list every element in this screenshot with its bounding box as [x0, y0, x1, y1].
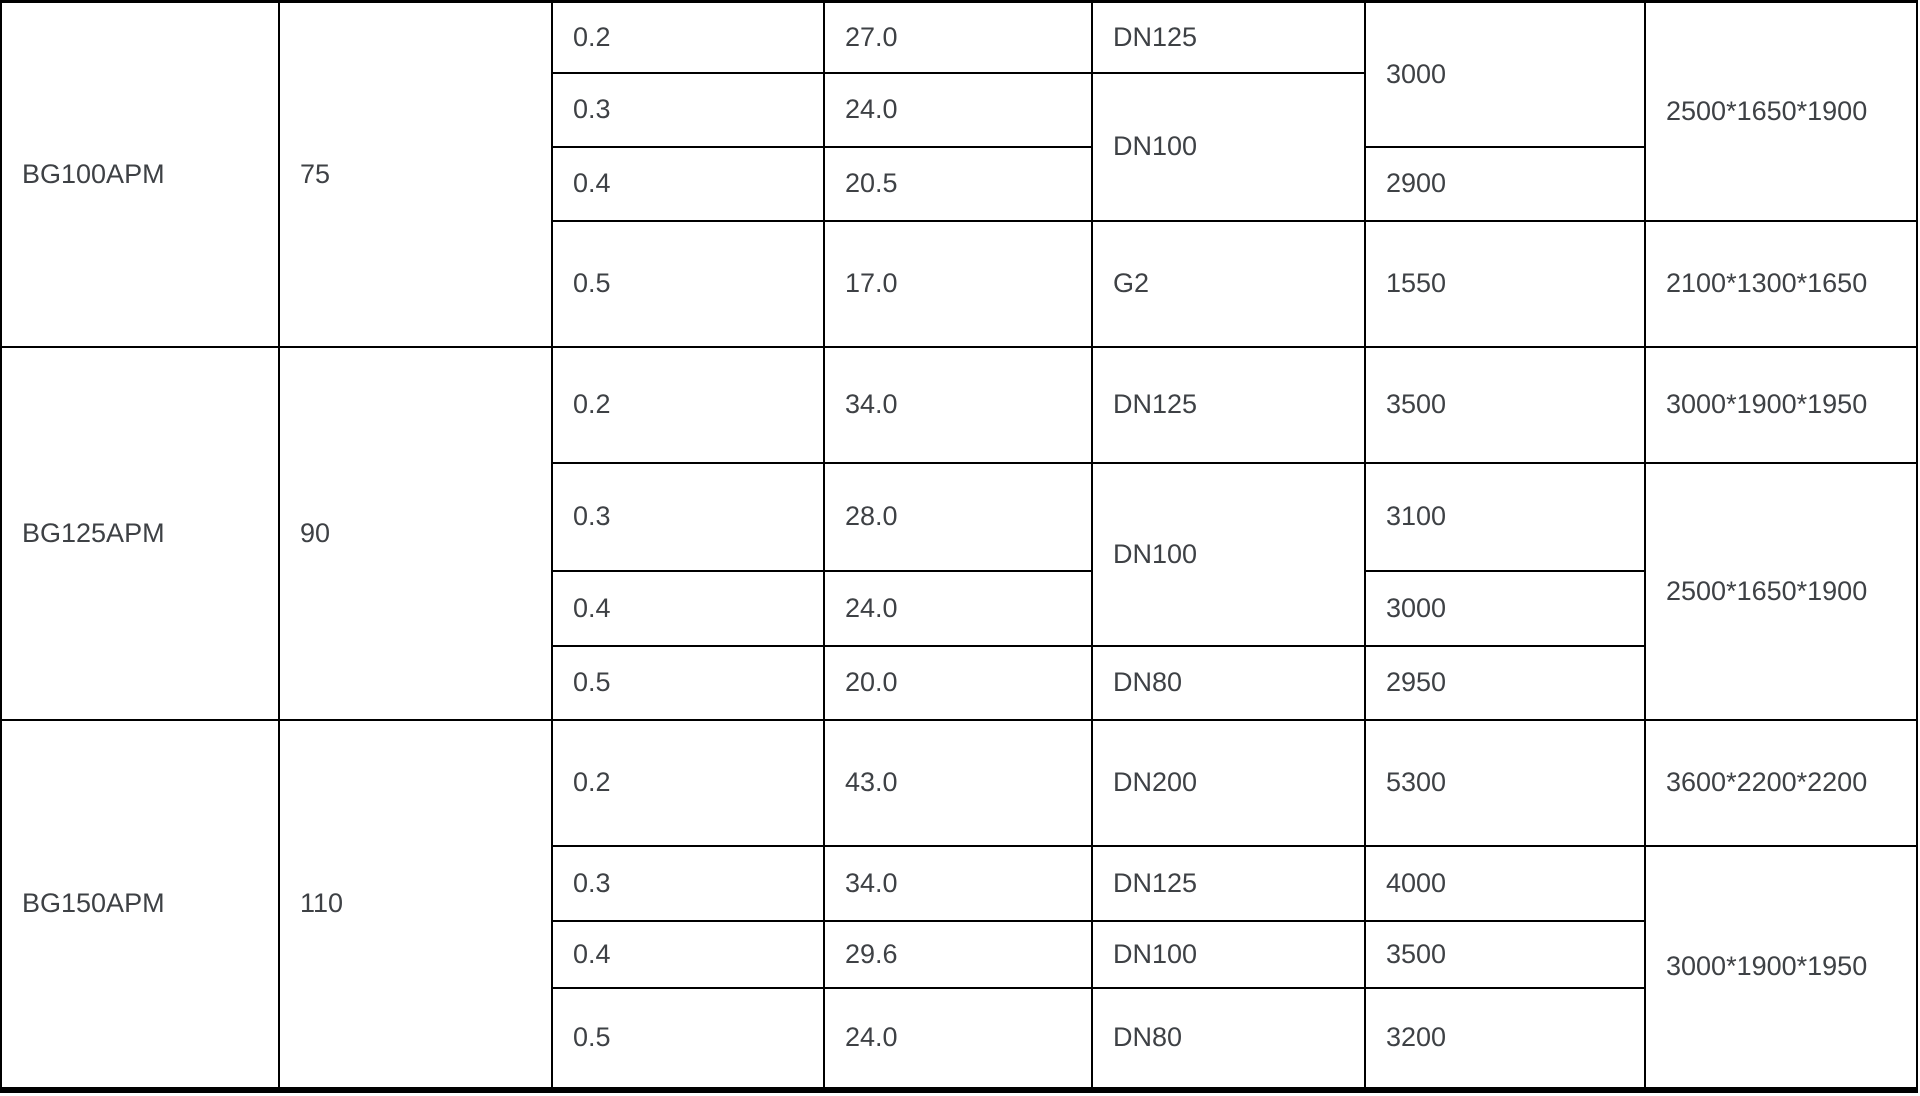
model-cell: BG150APM: [1, 720, 279, 1090]
table-row: [1, 720, 1917, 846]
capacity-cell: 24.0: [824, 571, 1092, 646]
power-cell: 75: [279, 2, 552, 347]
pressure-cell: 0.3: [552, 463, 824, 571]
dimensions-cell: 3000*1900*1950: [1645, 846, 1917, 1090]
capacity-cell: 28.0: [824, 463, 1092, 571]
port-cell: DN100: [1092, 73, 1365, 221]
pressure-cell: 0.2: [552, 720, 824, 846]
weight-cell: 1550: [1365, 221, 1645, 347]
port-cell: DN80: [1092, 646, 1365, 720]
capacity-cell: 34.0: [824, 846, 1092, 921]
capacity-cell: 27.0: [824, 2, 1092, 73]
weight-cell: 3000: [1365, 571, 1645, 646]
model-cell: BG125APM: [1, 347, 279, 720]
pressure-cell: 0.3: [552, 846, 824, 921]
pressure-cell: 0.5: [552, 221, 824, 347]
weight-cell: 3000: [1365, 2, 1645, 147]
weight-cell: 2900: [1365, 147, 1645, 221]
weight-cell: 5300: [1365, 720, 1645, 846]
port-cell: DN80: [1092, 988, 1365, 1090]
pressure-cell: 0.5: [552, 988, 824, 1090]
dimensions-cell: 3600*2200*2200: [1645, 720, 1917, 846]
power-cell: 110: [279, 720, 552, 1090]
dimensions-cell: 2100*1300*1650: [1645, 221, 1917, 347]
port-cell: G2: [1092, 221, 1365, 347]
pressure-cell: 0.4: [552, 921, 824, 988]
capacity-cell: 34.0: [824, 347, 1092, 463]
weight-cell: 3500: [1365, 347, 1645, 463]
pressure-cell: 0.4: [552, 147, 824, 221]
dimensions-cell: 2500*1650*1900: [1645, 463, 1917, 720]
weight-cell: 3100: [1365, 463, 1645, 571]
pressure-cell: 0.2: [552, 2, 824, 73]
weight-cell: 2950: [1365, 646, 1645, 720]
capacity-cell: 24.0: [824, 988, 1092, 1090]
capacity-cell: 20.0: [824, 646, 1092, 720]
weight-cell: 4000: [1365, 846, 1645, 921]
weight-cell: 3500: [1365, 921, 1645, 988]
weight-cell: 3200: [1365, 988, 1645, 1090]
capacity-cell: 20.5: [824, 147, 1092, 221]
port-cell: DN200: [1092, 720, 1365, 846]
port-cell: DN100: [1092, 463, 1365, 646]
model-cell: BG100APM: [1, 2, 279, 347]
pressure-cell: 0.2: [552, 347, 824, 463]
port-cell: DN125: [1092, 846, 1365, 921]
dimensions-cell: 2500*1650*1900: [1645, 2, 1917, 221]
pressure-cell: 0.3: [552, 73, 824, 147]
capacity-cell: 24.0: [824, 73, 1092, 147]
table-row: [1, 347, 1917, 463]
capacity-cell: 43.0: [824, 720, 1092, 846]
dimensions-cell: 3000*1900*1950: [1645, 347, 1917, 463]
port-cell: DN125: [1092, 347, 1365, 463]
capacity-cell: 17.0: [824, 221, 1092, 347]
power-cell: 90: [279, 347, 552, 720]
capacity-cell: 29.6: [824, 921, 1092, 988]
table-row: [1, 2, 1917, 73]
port-cell: DN100: [1092, 921, 1365, 988]
port-cell: DN125: [1092, 2, 1365, 73]
pressure-cell: 0.4: [552, 571, 824, 646]
pressure-cell: 0.5: [552, 646, 824, 720]
